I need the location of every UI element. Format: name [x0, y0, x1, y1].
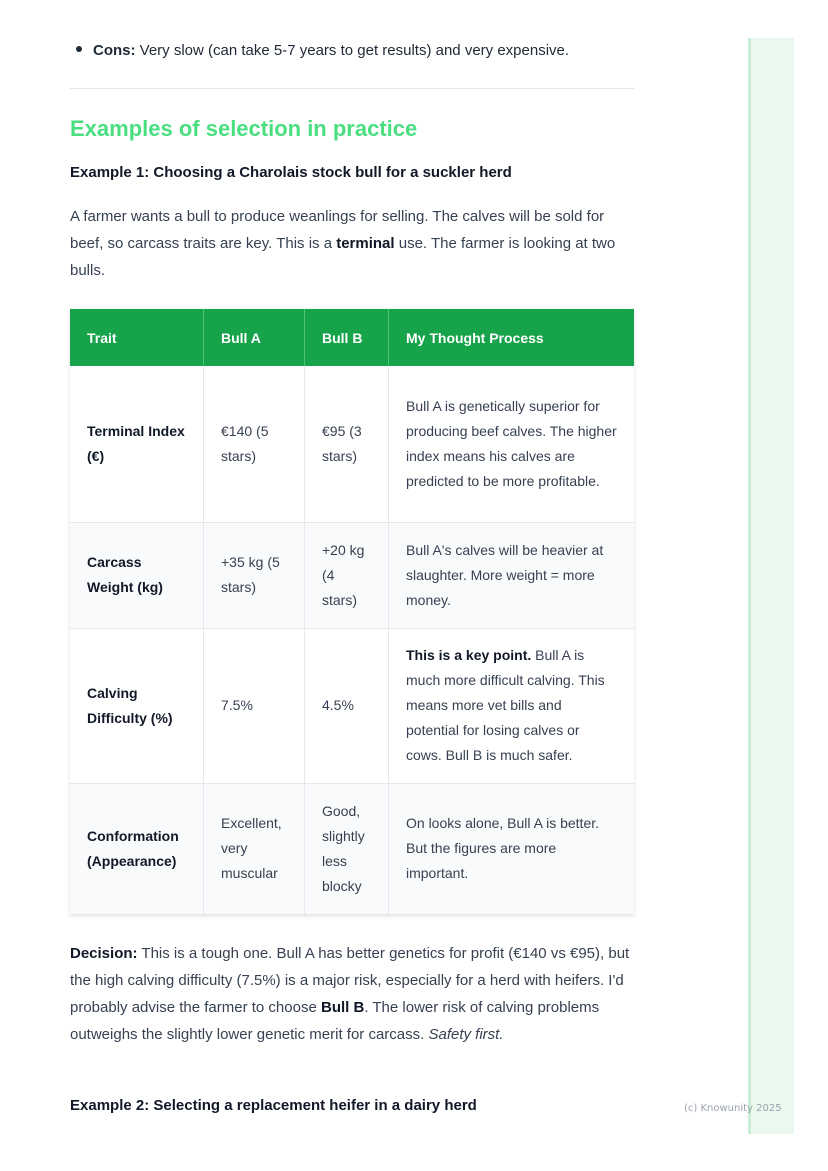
cell-trait: Conformation (Appearance): [70, 783, 204, 914]
table-header-row: [70, 309, 634, 366]
example-1-title: Example 1: Choosing a Charolais stock bull for a suckler herd: [70, 164, 512, 181]
decision-bold: Bull B: [320, 999, 365, 1016]
example-1-intro: [70, 203, 634, 284]
intro-text-a: A farmer wants a bull to produce weanlings for selling. The calves will be sold for beef, so carcass traits are key. This is a: [70, 208, 605, 252]
cons-text: Very slow (can take 5-7 years to get results) and very expensive.: [135, 42, 570, 59]
header-bull-a: Bull A: [204, 309, 305, 366]
cell-bull-a: Excellent, very muscular: [204, 783, 305, 914]
cell-bull-b: €95 (3 stars): [305, 366, 389, 522]
cell-thought: [389, 628, 635, 783]
cell-bull-b: +20 kg (4 stars): [305, 522, 389, 628]
header-trait: Trait: [70, 309, 204, 366]
section-divider: [70, 88, 634, 89]
cell-thought: [389, 366, 635, 522]
intro-bold: terminal: [336, 235, 395, 252]
table-row: [70, 783, 634, 914]
decision-label: Decision:: [70, 945, 138, 962]
bull-comparison-table: [70, 309, 634, 915]
cell-bull-b: 4.5%: [305, 628, 389, 783]
thought-text: Bull A is genetically superior for producing beef calves. The higher index means his calves are predicted to be more profitable.: [406, 397, 617, 489]
cell-thought: [389, 522, 635, 628]
decision-paragraph: [70, 940, 634, 1048]
header-thought-process: My Thought Process: [389, 309, 635, 366]
example-2-title: Example 2: Selecting a replacement heifer in a dairy herd: [70, 1097, 477, 1114]
cons-label: Cons:: [93, 42, 136, 59]
copyright-text: (c) Knowunity 2025: [684, 1103, 782, 1114]
cell-trait: Calving Difficulty (%): [70, 628, 204, 783]
side-strip: [748, 38, 794, 1134]
decision-text-a: This is a tough one. Bull A has better genetics for profit (€140 vs €95), but the high calving difficulty (7.5%) is a major risk, especially for a herd with heifers. I'd probably advise the farmer to choose: [70, 945, 630, 1016]
bullet-dot-icon: [76, 46, 82, 52]
cell-bull-a: +35 kg (5 stars): [204, 522, 305, 628]
intro-text-b: use. The farmer is looking at two bulls.: [70, 235, 616, 279]
cell-trait: Terminal Index (€): [70, 366, 204, 522]
cons-bullet: [76, 42, 569, 59]
table-row: [70, 628, 634, 783]
cell-trait: Carcass Weight (kg): [70, 522, 204, 628]
section-title: Examples of selection in practice: [70, 116, 418, 141]
thought-text: On looks alone, Bull A is better. But the figures are more important.: [406, 815, 600, 881]
table-row: [70, 366, 634, 522]
decision-text-b: . The lower risk of calving problems outweighs the slightly lower genetic merit for carcass.: [70, 999, 600, 1043]
cell-bull-a: €140 (5 stars): [204, 366, 305, 522]
decision-italic: Safety first.: [428, 1026, 504, 1043]
cell-bull-b: Good, slightly less blocky: [305, 783, 389, 914]
thought-text: Bull A is much more difficult calving. This means more vet bills and potential for losing calves or cows. Bull B is much safer.: [406, 647, 605, 763]
table-row: [70, 522, 634, 628]
cell-thought: [389, 783, 635, 914]
cell-bull-a: 7.5%: [204, 628, 305, 783]
thought-bold: This is a key point.: [406, 647, 532, 663]
header-bull-b: Bull B: [305, 309, 389, 366]
thought-text: Bull A's calves will be heavier at slaughter. More weight = more money.: [406, 541, 604, 608]
